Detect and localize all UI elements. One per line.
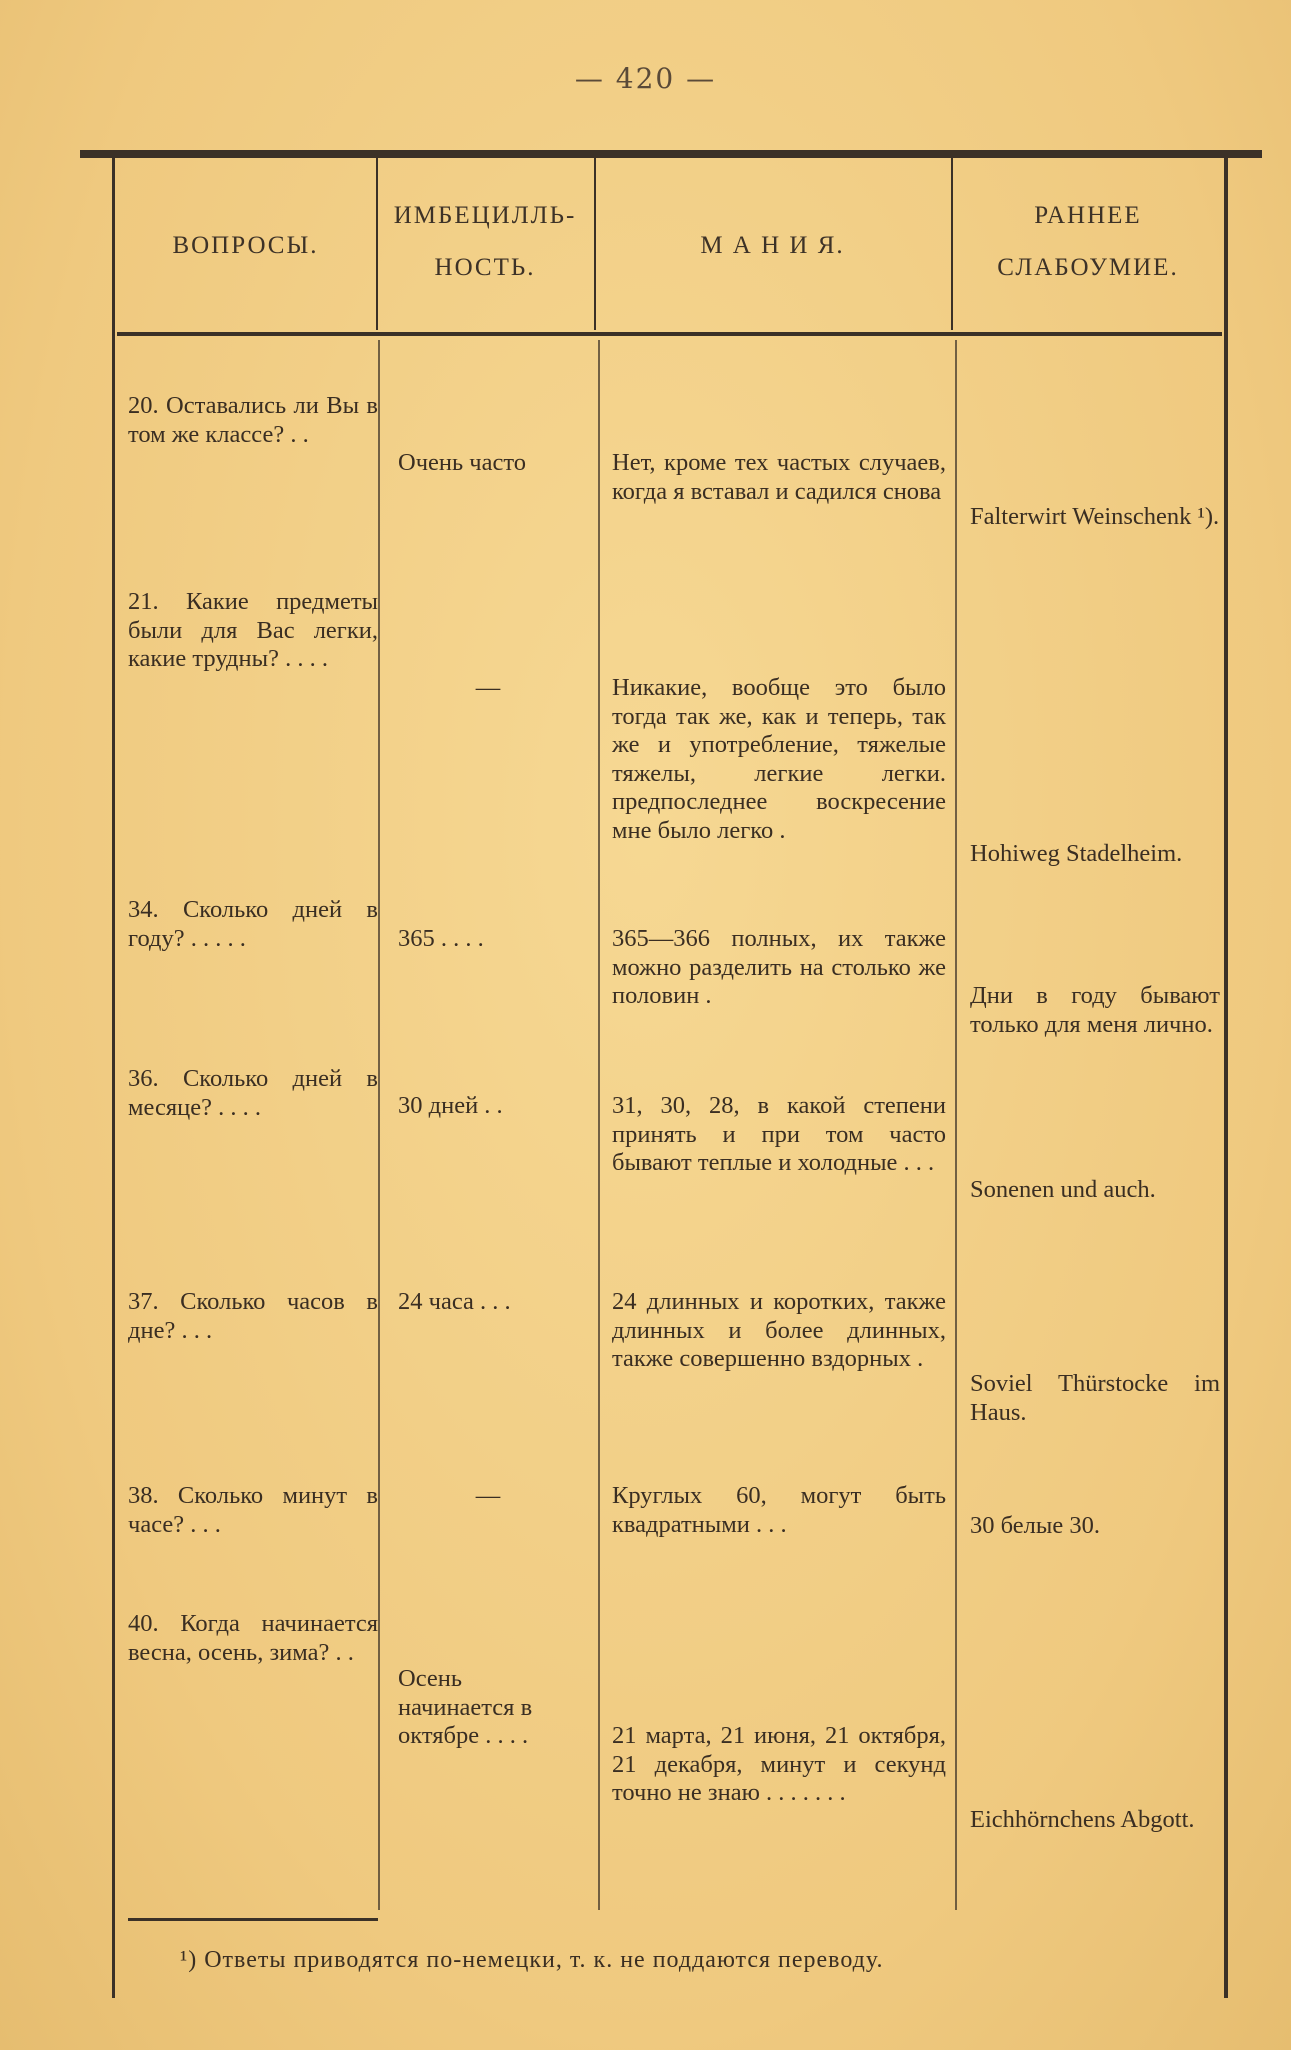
header-dementia-line2: СЛАБОУМИЕ.: [997, 254, 1179, 281]
question-40: 40. Когда начинается весна, осень, зима? . .: [128, 1610, 378, 1666]
column-divider: [955, 340, 957, 1910]
footnote-rule: [128, 1918, 378, 1921]
question-20: 20. Оставались ли Вы в том же классе? . .: [128, 392, 378, 448]
header-dementia-line1: РАННЕЕ: [1034, 202, 1142, 229]
page-number: — 420 —: [574, 62, 717, 95]
imbecility-20: Очень часто: [398, 449, 527, 476]
imbecility-36: 30 дней . .: [398, 1092, 503, 1119]
dementia-34: Дни в году бывают только для меня лично.: [970, 982, 1220, 1038]
dementia-36: Sonenen und auch.: [970, 1176, 1156, 1203]
header-questions: [118, 220, 373, 272]
mania-36: 31, 30, 28, в какой степени принять и при том часто бывают теплые и холодные . . .: [612, 1092, 946, 1176]
imbecility-40: Осень начинается в октябре . . . .: [398, 1665, 533, 1749]
imbecility-38: —: [475, 1482, 501, 1509]
question-38: 38. Сколько минут в часе? . . .: [128, 1482, 378, 1538]
header-bottom-rule: [117, 332, 1222, 336]
dementia-38: 30 белые 30.: [970, 1512, 1100, 1539]
dementia-21: Hohiweg Stadelheim.: [970, 840, 1183, 867]
header-imbecility-line2: НОСТЬ.: [434, 254, 536, 281]
question-36: 36. Сколько дней в месяце? . . . .: [128, 1065, 378, 1121]
header-mania-label: М А Н И Я.: [700, 232, 845, 259]
imbecility-34: 365 . . . .: [398, 925, 484, 952]
footnote: ¹) Ответы приводятся по-немецки, т. к. не поддаются переводу.: [180, 1947, 884, 1973]
imbecility-37: 24 часа . . .: [398, 1288, 511, 1315]
mania-37: 24 длинных и коротких, также длинных и более длинных, также совершенно вздорных .: [612, 1288, 946, 1372]
table-right-border: [1224, 158, 1228, 1998]
table-left-border: [112, 158, 115, 1998]
mania-21: Никакие, вообще это было тогда так же, как и теперь, так же и употребление, тяжелые тяжелы, легкие легки. предпоследнее воскресение мне было легко .: [612, 674, 946, 844]
question-34: 34. Сколько дней в году? . . . . .: [128, 896, 378, 952]
table-top-rule: [80, 150, 1262, 158]
column-divider: [378, 340, 380, 1910]
mania-34: 365—366 полных, их также можно разделить на столько же половин .: [612, 925, 946, 1009]
header-imbecility-line1: ИМБЕЦИЛЛЬ-: [393, 202, 577, 229]
question-37: 37. Сколько часов в дне? . . .: [128, 1288, 378, 1344]
column-divider: [598, 340, 600, 1910]
mania-40: 21 марта, 21 июня, 21 октября, 21 декабря, минут и секунд точно не знаю . . . . . . .: [612, 1722, 946, 1806]
dementia-40: Eichhörnchens Abgott.: [970, 1806, 1195, 1833]
header-mania: [596, 220, 949, 272]
imbecility-21: —: [475, 674, 501, 701]
question-21: 21. Какие предметы были для Вас легки, какие трудны? . . . .: [128, 588, 378, 672]
header-imbecility: [378, 190, 592, 294]
header-questions-label: ВОПРОСЫ.: [172, 232, 319, 259]
dementia-37: Soviel Thürstocke im Haus.: [970, 1370, 1220, 1426]
mania-20: Нет, кроме тех частых случаев, когда я вставал и садился снова: [612, 449, 946, 505]
mania-38: Круглых 60, могут быть квадратными . . .: [612, 1482, 946, 1538]
header-dementia: [953, 190, 1223, 294]
dementia-20: Falterwirt Weinschenk ¹).: [970, 503, 1220, 530]
